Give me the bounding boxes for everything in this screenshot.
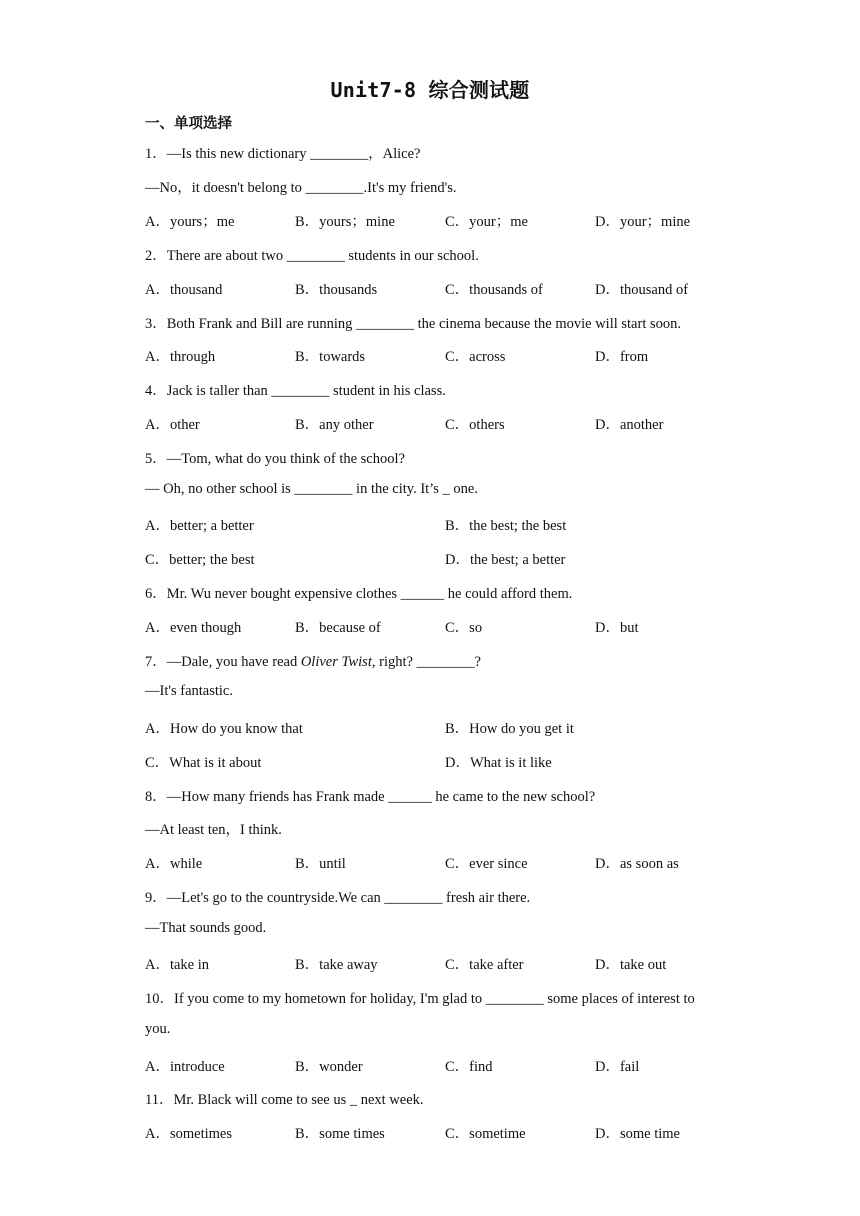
q1-option-c: C．your；me — [445, 214, 528, 230]
q3-option-c: C．across — [445, 349, 506, 365]
q1-option-b: B．yours；mine — [295, 214, 395, 230]
q11-option-a: A．sometimes — [145, 1126, 232, 1142]
q4-option-c: C．others — [445, 417, 505, 433]
question-5-response: — Oh, no other school is ________ in the city. It’s _ one. — [145, 481, 478, 497]
question-6-stem: 6．Mr. Wu never bought expensive clothes ______ he could afford them. — [145, 586, 573, 602]
q10-option-a: A．introduce — [145, 1059, 225, 1075]
question-1-stem: 1．—Is this new dictionary ________，Alice? — [145, 146, 421, 162]
q9-option-c: C．take after — [445, 957, 524, 973]
section-heading: 一、单项选择 — [145, 116, 232, 132]
q9-option-b: B．take away — [295, 957, 378, 973]
q8-option-d: D．as soon as — [595, 856, 679, 872]
q6-option-d: D．but — [595, 620, 639, 636]
q9-option-a: A．take in — [145, 957, 210, 973]
q6-option-a: A．even though — [145, 620, 242, 636]
page-title: Unit7-8 综合测试题 — [330, 78, 530, 102]
q3-option-b: B．towards — [295, 349, 366, 365]
question-8-response: —At least ten，I think. — [145, 822, 282, 838]
q1-option-d: D．your；mine — [595, 214, 691, 230]
q4-option-b: B．any other — [295, 417, 374, 433]
question-7-response: —It's fantastic. — [145, 683, 233, 699]
q7-option-a: A．How do you know that — [145, 721, 303, 737]
question-9-stem: 9．—Let's go to the countryside.We can ________ fresh air there. — [145, 890, 531, 906]
q6-option-b: B．because of — [295, 620, 381, 636]
q5-option-c: C．better; the best — [145, 552, 255, 568]
q10-option-b: B．wonder — [295, 1059, 363, 1075]
question-7-stem — [145, 650, 481, 671]
q10-option-d: D．fail — [595, 1059, 640, 1075]
question-5-stem: 5．—Tom, what do you think of the school? — [145, 451, 405, 467]
q2-option-c: C．thousands of — [445, 282, 543, 298]
q7-option-d: D．What is it like — [445, 755, 552, 771]
q5-option-b: B．the best; the best — [445, 518, 567, 534]
q4-option-a: A．other — [145, 417, 200, 433]
question-10-stem-continued: you. — [145, 1021, 171, 1037]
question-10-stem: 10．If you come to my hometown for holiday, I'm glad to ________ some places of interest to — [145, 991, 695, 1007]
q7-stem-start: 7．—Dale, you have read — [145, 654, 301, 670]
question-4-stem: 4．Jack is taller than ________ student in his class. — [145, 383, 446, 399]
q8-option-a: A．while — [145, 856, 203, 872]
question-11-stem: 11．Mr. Black will come to see us _ next week. — [145, 1092, 424, 1108]
q7-option-c: C．What is it about — [145, 755, 262, 771]
q7-stem-end: , right? ________? — [371, 654, 481, 670]
question-3-stem: 3．Both Frank and Bill are running ________ the cinema because the movie will start soon. — [145, 316, 681, 332]
q5-option-a: A．better; a better — [145, 518, 254, 534]
question-9-response: —That sounds good. — [145, 920, 267, 936]
q4-option-d: D．another — [595, 417, 664, 433]
q7-book-title: Oliver Twist — [300, 654, 372, 670]
q10-option-c: C．find — [445, 1059, 493, 1075]
q8-option-c: C．ever since — [445, 856, 528, 872]
q11-option-d: D．some time — [595, 1126, 680, 1142]
q3-option-d: D．from — [595, 349, 649, 365]
q2-option-b: B．thousands — [295, 282, 378, 298]
q6-option-c: C．so — [445, 620, 483, 636]
q11-option-b: B．some times — [295, 1126, 385, 1142]
question-1-response: —No，it doesn't belong to ________.It's my friend's. — [145, 180, 457, 196]
question-2-stem: 2．There are about two ________ students in our school. — [145, 248, 479, 264]
q11-option-c: C．sometime — [445, 1126, 526, 1142]
q5-option-d: D．the best; a better — [445, 552, 566, 568]
q9-option-d: D．take out — [595, 957, 667, 973]
q7-option-b: B．How do you get it — [445, 721, 574, 737]
q8-option-b: B．until — [295, 856, 346, 872]
q2-option-d: D．thousand of — [595, 282, 689, 298]
q2-option-a: A．thousand — [145, 282, 223, 298]
q1-option-a: A．yours；me — [145, 214, 235, 230]
question-8-stem: 8．—How many friends has Frank made ______ he came to the new school? — [145, 789, 596, 805]
q3-option-a: A．through — [145, 349, 216, 365]
